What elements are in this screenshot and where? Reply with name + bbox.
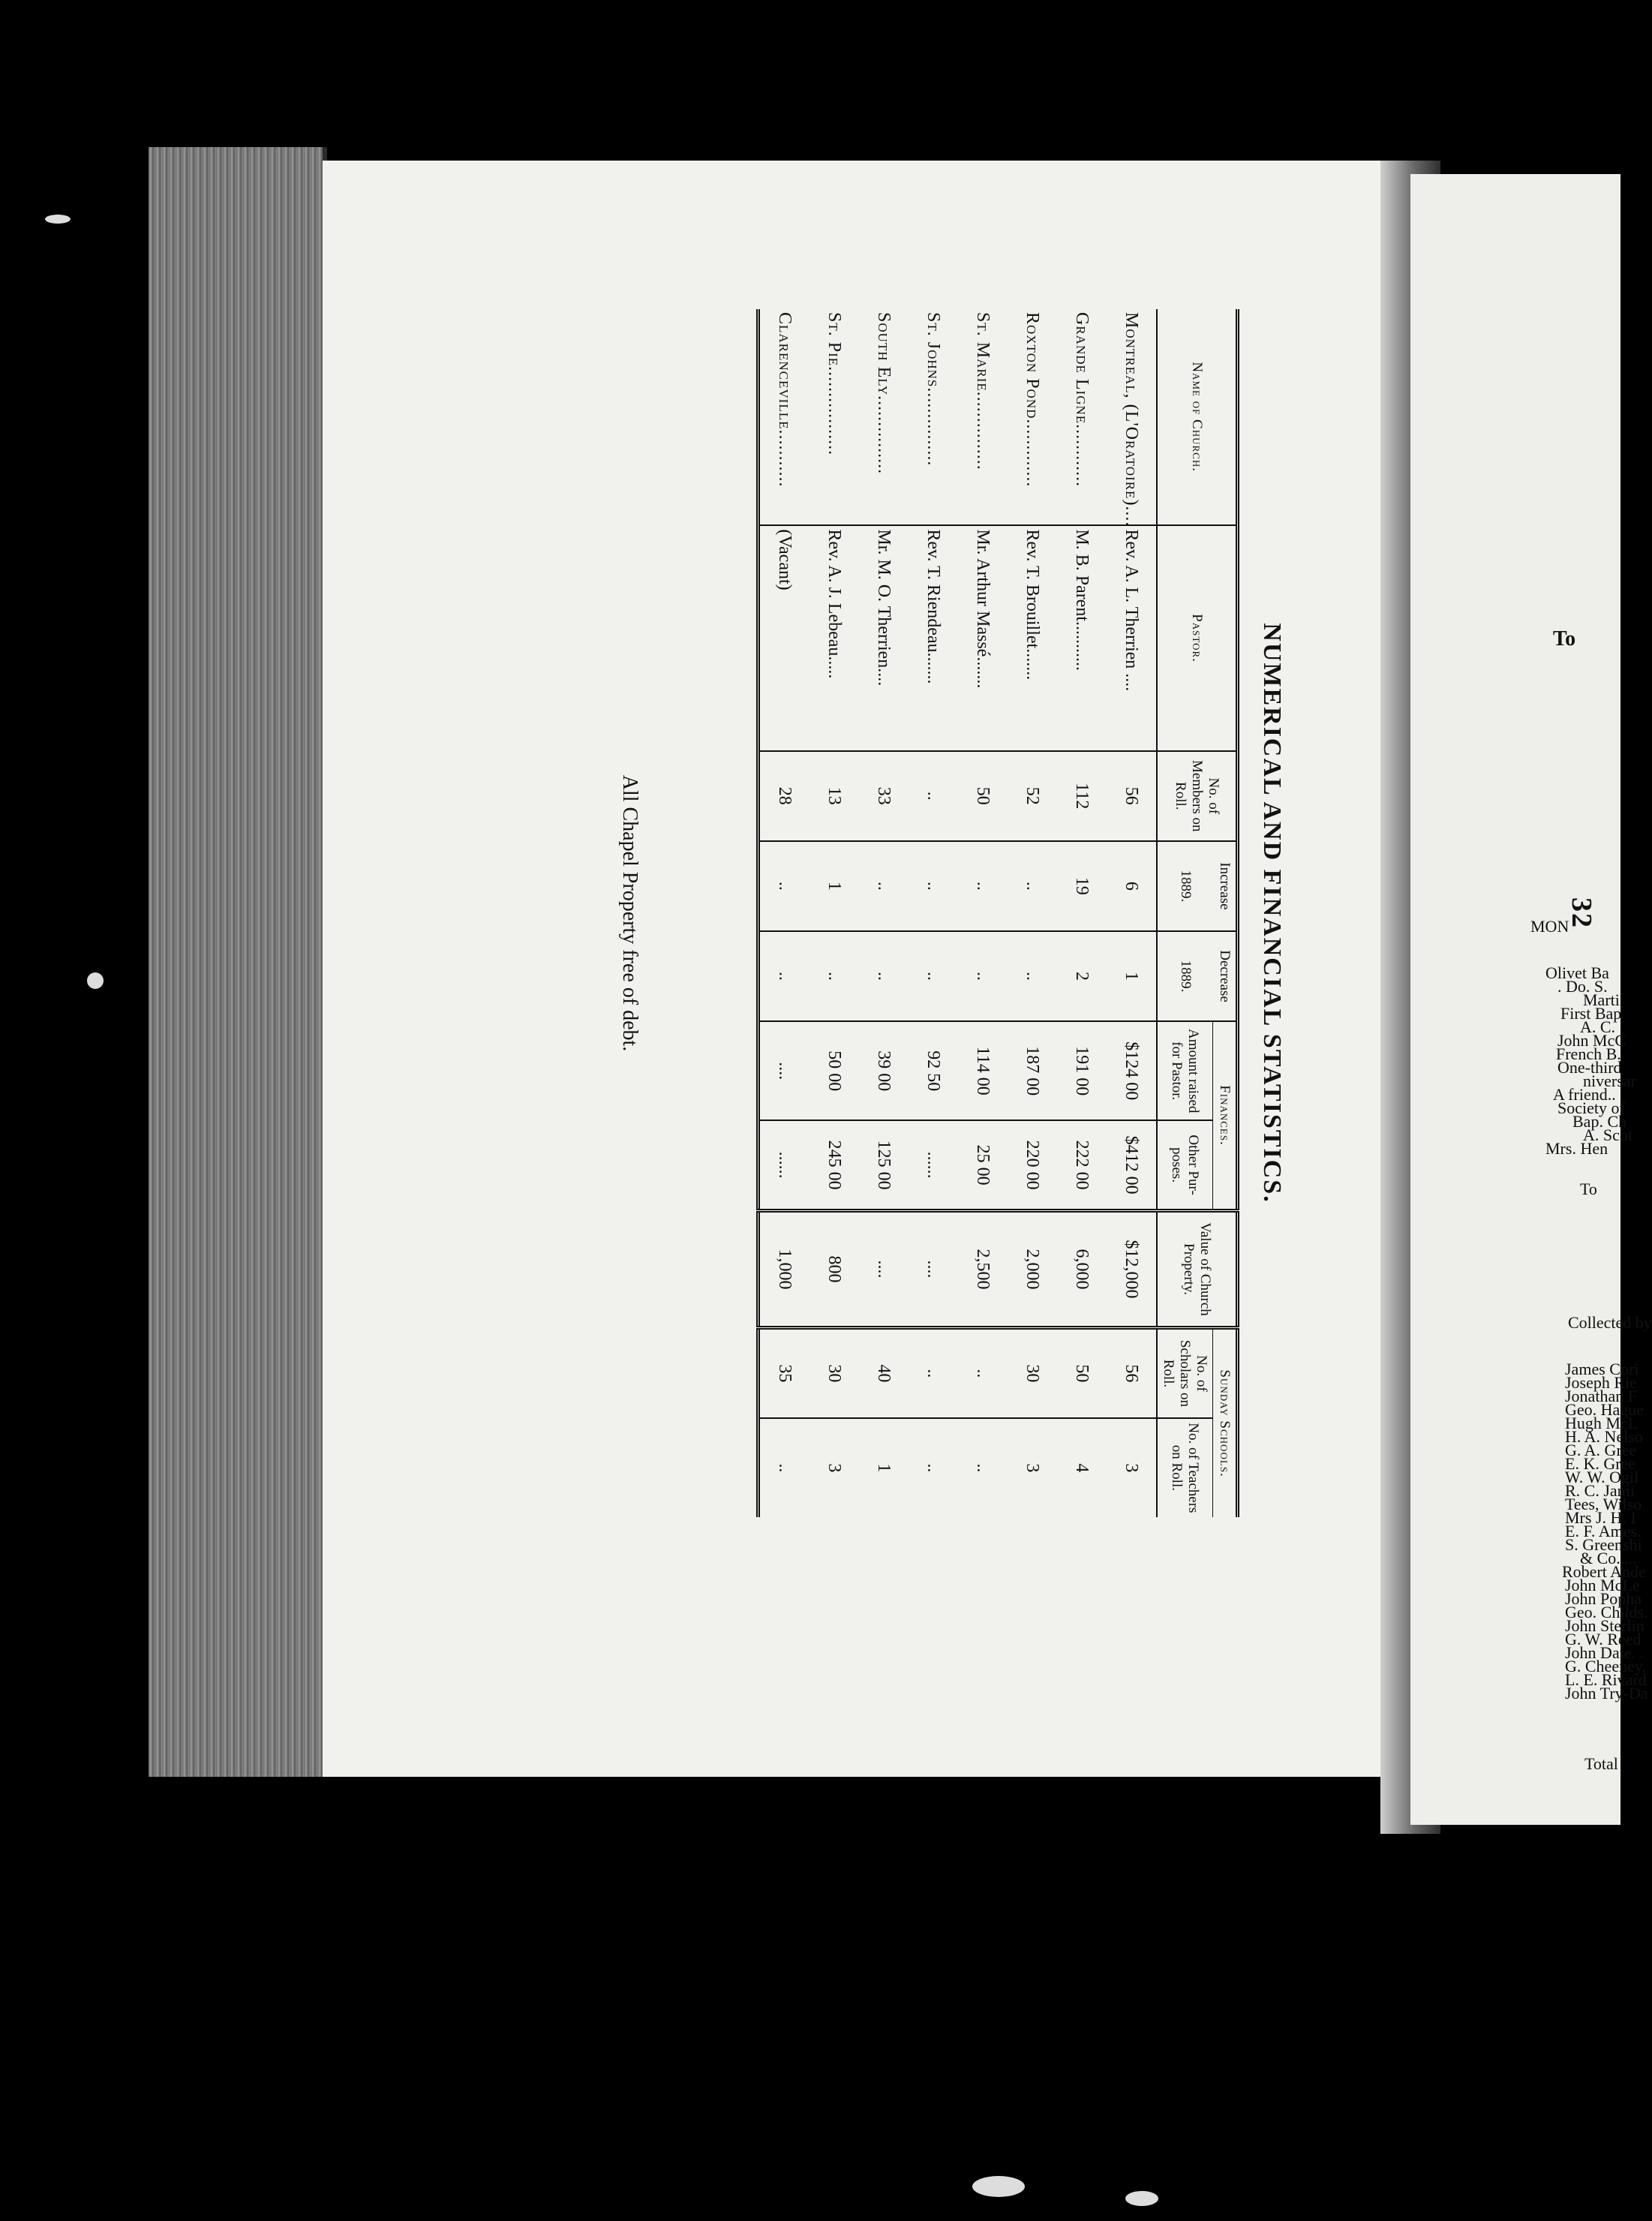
cell-scholars: 50 xyxy=(1057,1328,1107,1418)
right-page-line: Collected by xyxy=(1568,1313,1652,1332)
header-finances: Finances. xyxy=(1213,1021,1238,1210)
right-page-line: One-third xyxy=(1557,1058,1622,1077)
cell-members: 52 xyxy=(1008,751,1057,841)
right-page-line: John Try-Da xyxy=(1565,1684,1648,1703)
cell-property: 6,000 xyxy=(1057,1210,1107,1327)
cell-members: 50 xyxy=(958,751,1008,841)
cell-increase: 19 xyxy=(1057,841,1107,931)
cell-members: 33 xyxy=(859,751,909,841)
right-page-line: Tees, Wilso xyxy=(1565,1495,1642,1513)
cell-decrease: .. xyxy=(909,931,958,1021)
cell-teachers: 4 xyxy=(1057,1418,1107,1517)
header-teachers: No. of Teachers on Roll. xyxy=(1157,1418,1213,1517)
table-row xyxy=(859,309,909,1517)
right-page-line: Geo. Hague xyxy=(1565,1400,1644,1419)
cell-scholars: 56 xyxy=(1107,1328,1157,1418)
table-row xyxy=(1107,309,1157,1517)
cell-members: .. xyxy=(909,751,958,841)
footnote: All Chapel Property free of debt. xyxy=(618,774,641,1052)
book-page-edges xyxy=(149,147,327,1777)
cell-members: 13 xyxy=(809,751,859,841)
cell-church: St. Marie............... xyxy=(973,312,993,470)
table-title: NUMERICAL AND FINANCIAL STATISTICS. xyxy=(1258,623,1286,1204)
header-decrease-year: 1889. xyxy=(1157,931,1213,1021)
header-pastor: Pastor. xyxy=(1157,525,1238,750)
cell-pastor: Rev. T. Brouillet....... xyxy=(1008,525,1057,750)
cell-scholars: 35 xyxy=(758,1328,809,1418)
table-row xyxy=(1057,309,1107,1517)
cell-amount-pastor: $124 00 xyxy=(1107,1021,1157,1120)
cell-other-purposes: ...... xyxy=(909,1120,958,1210)
cell-property: 2,500 xyxy=(958,1210,1008,1327)
cell-amount-pastor: 39 00 xyxy=(859,1021,909,1120)
table-row xyxy=(958,309,1008,1517)
cell-teachers: 3 xyxy=(809,1418,859,1517)
right-page-line: Geo. Childs. xyxy=(1565,1603,1648,1621)
cell-other-purposes: 220 00 xyxy=(1008,1120,1057,1210)
cell-increase: .. xyxy=(1008,841,1057,931)
right-page-line: & Co..... xyxy=(1580,1549,1637,1567)
film-speck xyxy=(1125,2191,1158,2206)
cell-property: $12,000 xyxy=(1107,1210,1157,1327)
cell-decrease: .. xyxy=(859,931,909,1021)
cell-amount-pastor: 191 00 xyxy=(1057,1021,1107,1120)
right-page-line: James Cori xyxy=(1565,1360,1639,1378)
right-page-line: Mrs J. H. I xyxy=(1565,1508,1636,1527)
cell-pastor: Mr. M. O. Therrien.... xyxy=(859,525,909,750)
header-decrease: Decrease xyxy=(1213,931,1238,1021)
table-row xyxy=(809,309,859,1517)
cell-property: 800 xyxy=(809,1210,859,1327)
table-row xyxy=(909,309,958,1517)
cell-members: 28 xyxy=(758,751,809,841)
header-church: Name of Church. xyxy=(1157,309,1238,525)
right-page-line: W. W. Ogil xyxy=(1565,1468,1639,1486)
header-other-purposes: Other Pur- poses. xyxy=(1157,1120,1213,1210)
cell-pastor: Rev. A. L. Therrien .... xyxy=(1107,525,1157,750)
right-page-line: A. C. xyxy=(1580,1017,1616,1036)
cell-scholars: .. xyxy=(909,1328,958,1418)
film-speck xyxy=(972,2176,1025,2197)
cell-decrease: 2 xyxy=(1057,931,1107,1021)
right-page-line: Robert Ande xyxy=(1562,1562,1646,1581)
right-page-line: MON xyxy=(1530,917,1569,936)
cell-church: St. Pie................. xyxy=(824,312,845,456)
right-page-line: S. Greenshi xyxy=(1565,1535,1642,1554)
page-number-wrap xyxy=(1565,309,1598,1517)
cell-increase: 1 xyxy=(809,841,859,931)
header-increase: Increase xyxy=(1213,841,1238,931)
right-page-line: R. C. Jami xyxy=(1565,1481,1635,1500)
right-page-line: Bap. Ch xyxy=(1572,1112,1627,1131)
right-page-line: To xyxy=(1553,627,1576,651)
right-page-line: Mrs. Hen xyxy=(1545,1139,1608,1158)
cell-pastor: Rev. T. Riendeau....... xyxy=(909,525,958,750)
cell-property: 2,000 xyxy=(1008,1210,1057,1327)
right-page-line: John Date. . xyxy=(1565,1643,1644,1662)
header-scholars: No. of Scholars on Roll. xyxy=(1157,1328,1213,1418)
cell-teachers: .. xyxy=(758,1418,809,1517)
right-page-line: E. K. Gree xyxy=(1565,1454,1636,1473)
cell-scholars: 30 xyxy=(809,1328,859,1418)
film-speck xyxy=(87,972,104,989)
cell-increase: .. xyxy=(909,841,958,931)
header-sunday-schools: Sunday Schools. xyxy=(1213,1328,1238,1517)
cell-amount-pastor: 114 00 xyxy=(958,1021,1008,1120)
cell-teachers: 3 xyxy=(1008,1418,1057,1517)
right-page-line: Olivet Ba xyxy=(1545,963,1609,982)
header-increase-year: 1889. xyxy=(1157,841,1213,931)
right-page-line: John Popha xyxy=(1565,1589,1642,1608)
cell-scholars: 40 xyxy=(859,1328,909,1418)
right-page-line: H. A. Nelso xyxy=(1565,1427,1643,1446)
cell-church: Montreal, (L'Oratoire).... xyxy=(1122,312,1142,527)
right-page-line: John Sterlin xyxy=(1565,1616,1644,1635)
cell-teachers: .. xyxy=(909,1418,958,1517)
cell-other-purposes: 125 00 xyxy=(859,1120,909,1210)
table-row xyxy=(1008,309,1057,1517)
cell-church: Roxton Pond............. xyxy=(1023,312,1043,488)
right-page-line: Hugh McL xyxy=(1565,1414,1638,1432)
right-page-line: Jonathan F xyxy=(1565,1387,1637,1405)
cell-teachers: 1 xyxy=(859,1418,909,1517)
cell-amount-pastor: 187 00 xyxy=(1008,1021,1057,1120)
right-page-line: Joseph Rie xyxy=(1565,1373,1637,1392)
right-page-line: French B. xyxy=(1556,1044,1621,1063)
page-number: 32 xyxy=(1566,897,1597,929)
cell-increase: .. xyxy=(958,841,1008,931)
cell-property: 1,000 xyxy=(758,1210,809,1327)
cell-other-purposes: ...... xyxy=(758,1120,809,1210)
cell-church: Grande Ligne............ xyxy=(1072,312,1092,488)
cell-pastor: M. B. Parent........... xyxy=(1057,525,1107,750)
right-page-line: John McC xyxy=(1557,1031,1626,1050)
cell-decrease: .. xyxy=(758,931,809,1021)
right-page-line: Total xyxy=(1584,1754,1618,1773)
right-page-line: A friend.. xyxy=(1553,1085,1616,1104)
cell-pastor: Rev. A. J. Lebeau..... xyxy=(809,525,859,750)
cell-members: 112 xyxy=(1057,751,1107,841)
cell-amount-pastor: .... xyxy=(758,1021,809,1120)
cell-pastor: (Vacant) xyxy=(758,525,809,750)
cell-decrease: .. xyxy=(1008,931,1057,1021)
right-page-line: Marti xyxy=(1583,990,1620,1009)
cell-teachers: 3 xyxy=(1107,1418,1157,1517)
cell-church: St. Johns............... xyxy=(924,312,944,467)
header-members: No. of Members on Roll. xyxy=(1157,751,1238,841)
cell-other-purposes: $412 00 xyxy=(1107,1120,1157,1210)
right-page-line: E. F. Ames. xyxy=(1565,1522,1641,1540)
cell-members: 56 xyxy=(1107,751,1157,841)
cell-property: .... xyxy=(859,1210,909,1327)
table-row xyxy=(758,309,809,1517)
right-page-line: G. Cheeney. xyxy=(1565,1657,1646,1676)
right-page-line: L. E. Rivard xyxy=(1565,1670,1647,1689)
cell-other-purposes: 25 00 xyxy=(958,1120,1008,1210)
right-page-line: niversar xyxy=(1583,1071,1636,1090)
statistics-table xyxy=(756,309,1239,1517)
cell-church: Clarenceville........... xyxy=(775,312,795,488)
cell-teachers: .. xyxy=(958,1418,1008,1517)
cell-scholars: 30 xyxy=(1008,1328,1057,1418)
header-property: Value of Church Property. xyxy=(1157,1210,1238,1327)
cell-decrease: 1 xyxy=(1107,931,1157,1021)
right-page-line: Society of xyxy=(1557,1098,1625,1117)
cell-increase: .. xyxy=(859,841,909,931)
cell-decrease: .. xyxy=(809,931,859,1021)
right-page-line: . Do. S. xyxy=(1557,977,1608,996)
cell-increase: 6 xyxy=(1107,841,1157,931)
cell-decrease: .. xyxy=(958,931,1008,1021)
right-page-line: G. A. Gree xyxy=(1565,1441,1637,1459)
right-page-line: A. Scot xyxy=(1583,1126,1632,1144)
right-page-line: John McLe xyxy=(1565,1576,1640,1594)
film-speck xyxy=(45,215,71,224)
cell-other-purposes: 222 00 xyxy=(1057,1120,1107,1210)
cell-amount-pastor: 50 00 xyxy=(809,1021,859,1120)
cell-pastor: Mr. Arthur Massé....... xyxy=(958,525,1008,750)
right-page-line: G. W. Reed xyxy=(1565,1630,1641,1648)
right-page-line: First Bap xyxy=(1560,1004,1622,1023)
cell-increase: .. xyxy=(758,841,809,931)
cell-church: South Ely............... xyxy=(874,312,894,475)
header-amount-pastor: Amount raised for Pastor. xyxy=(1157,1021,1213,1120)
cell-property: .... xyxy=(909,1210,958,1327)
cell-amount-pastor: 92 50 xyxy=(909,1021,958,1120)
cell-scholars: .. xyxy=(958,1328,1008,1418)
cell-other-purposes: 245 00 xyxy=(809,1120,859,1210)
right-page-line: To xyxy=(1580,1180,1597,1198)
